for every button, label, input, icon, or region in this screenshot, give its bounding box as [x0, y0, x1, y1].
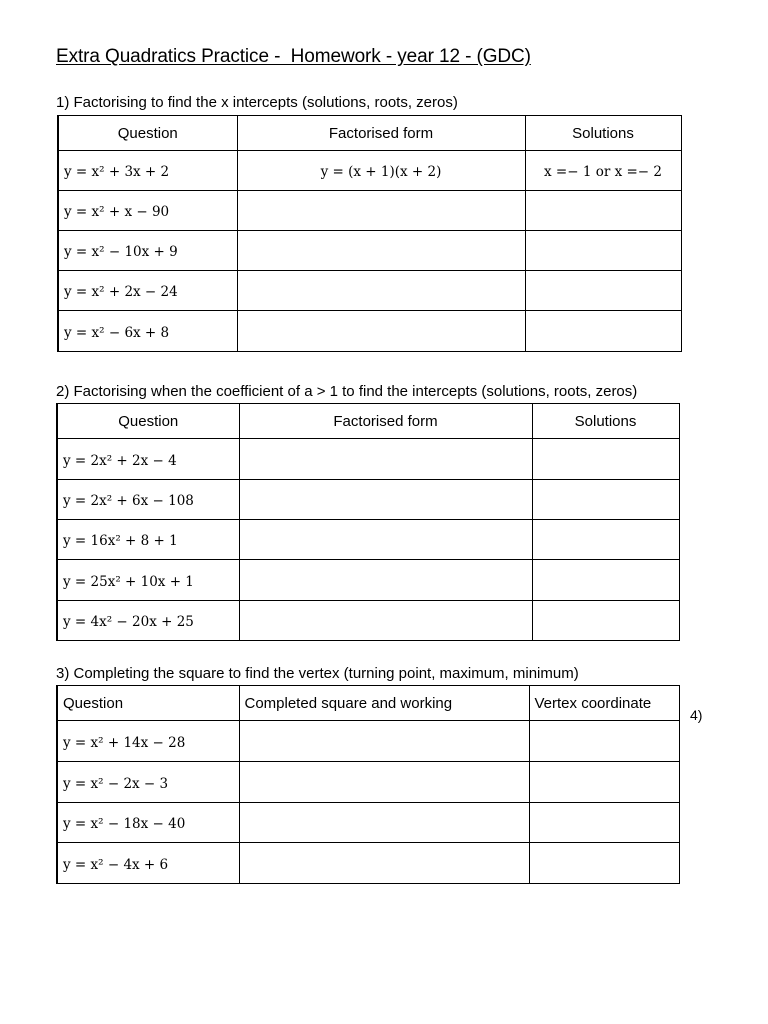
question-cell: y = 16x² + 8 + 1	[57, 520, 239, 560]
section3-heading: 3) Completing the square to find the vertex (turning point, maximum, minimum)	[56, 665, 579, 682]
table-row	[57, 803, 679, 843]
header-solutions: Solutions	[525, 116, 681, 151]
table-row	[58, 191, 681, 231]
vertex-cell[interactable]	[529, 721, 679, 762]
question-cell: y = x² + x − 90	[58, 191, 237, 231]
header-factorised-form: Factorised form	[237, 116, 525, 151]
table-row	[57, 480, 679, 520]
factorised-form-cell[interactable]	[237, 231, 525, 271]
question-cell: y = x² − 2x − 3	[57, 762, 239, 803]
factorised-form-cell[interactable]	[239, 439, 532, 480]
solutions-cell[interactable]	[532, 439, 679, 480]
question-4-label: 4)	[690, 707, 703, 723]
vertex-cell[interactable]	[529, 762, 679, 803]
header-completed-square: Completed square and working	[239, 686, 529, 721]
question-cell: y = 2x² + 2x − 4	[57, 439, 239, 480]
header-solutions: Solutions	[532, 404, 679, 439]
question-cell: y = x² − 6x + 8	[58, 311, 237, 352]
factorised-form-cell[interactable]	[239, 560, 532, 601]
solutions-cell[interactable]	[532, 601, 679, 641]
table-row	[58, 271, 681, 311]
question-cell: y = x² + 14x − 28	[57, 721, 239, 762]
solutions-cell[interactable]	[532, 480, 679, 520]
table-row	[57, 721, 679, 762]
question-cell: y = x² + 2x − 24	[58, 271, 237, 311]
factorised-form-cell[interactable]	[239, 480, 532, 520]
section2-heading: 2) Factorising when the coefficient of a > 1 to find the intercepts (solutions, roots, zeros)	[56, 383, 638, 400]
table-row	[58, 311, 681, 352]
question-cell: y = 25x² + 10x + 1	[57, 560, 239, 601]
working-cell[interactable]	[239, 721, 529, 762]
factorised-form-cell[interactable]	[237, 311, 525, 352]
solutions-cell[interactable]	[532, 520, 679, 560]
solutions-cell[interactable]	[525, 231, 681, 271]
factorised-form-cell[interactable]	[237, 191, 525, 231]
vertex-cell[interactable]	[529, 843, 679, 884]
working-cell[interactable]	[239, 803, 529, 843]
table-row	[58, 231, 681, 271]
header-question: Question	[57, 404, 239, 439]
header-vertex-coordinate: Vertex coordinate	[529, 686, 679, 721]
table-row	[57, 843, 679, 884]
solutions-cell[interactable]	[525, 271, 681, 311]
factorising-table	[57, 115, 682, 352]
table-header-row	[57, 404, 679, 439]
vertex-cell[interactable]	[529, 803, 679, 843]
factorised-form-cell[interactable]	[239, 520, 532, 560]
question-cell: y = 4x² − 20x + 25	[57, 601, 239, 641]
table-header-row	[58, 116, 681, 151]
section1-heading: 1) Factorising to find the x intercepts (solutions, roots, zeros)	[56, 94, 458, 111]
table-row	[58, 151, 681, 191]
solutions-cell[interactable]	[532, 560, 679, 601]
question-cell: y = 2x² + 6x − 108	[57, 480, 239, 520]
question-cell: y = x² + 3x + 2	[58, 151, 237, 191]
working-cell[interactable]	[239, 762, 529, 803]
question-cell: y = x² − 10x + 9	[58, 231, 237, 271]
factorising-a-table	[56, 403, 680, 641]
working-cell[interactable]	[239, 843, 529, 884]
header-question: Question	[57, 686, 239, 721]
solutions-cell[interactable]	[525, 191, 681, 231]
completing-square-table	[56, 685, 680, 884]
solutions-cell[interactable]: x =− 1 or x =− 2	[525, 151, 681, 191]
worksheet-title: Extra Quadratics Practice - Homework - year 12 - (GDC)	[56, 46, 531, 67]
solutions-cell[interactable]	[525, 311, 681, 352]
factorised-form-cell[interactable]	[239, 601, 532, 641]
table-row	[57, 439, 679, 480]
table-row	[57, 560, 679, 601]
header-factorised-form: Factorised form	[239, 404, 532, 439]
factorised-form-cell[interactable]: y = (x + 1)(x + 2)	[237, 151, 525, 191]
question-cell: y = x² − 4x + 6	[57, 843, 239, 884]
table-row	[57, 520, 679, 560]
table-row	[57, 601, 679, 641]
question-cell: y = x² − 18x − 40	[57, 803, 239, 843]
factorised-form-cell[interactable]	[237, 271, 525, 311]
header-question: Question	[58, 116, 237, 151]
table-row	[57, 762, 679, 803]
table-header-row	[57, 686, 679, 721]
